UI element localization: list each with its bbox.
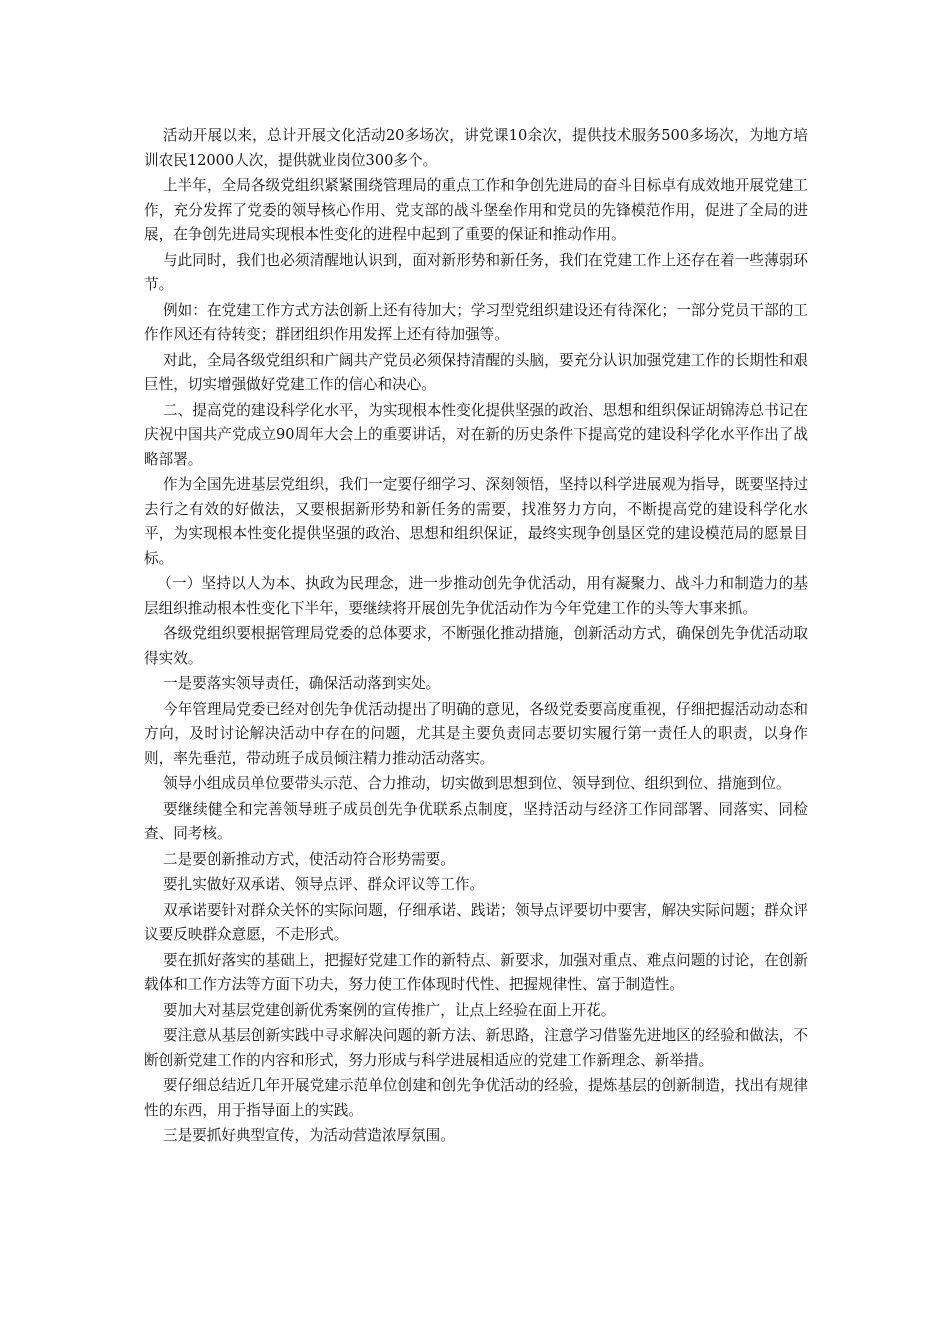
paragraph-4: 例如：在党建工作方式方法创新上还有待加大；学习型党组织建设还有待深化；一部分党员干部的工作作风还有待转变；群团组织作用发挥上还有待加强等。 [144,301,808,343]
paragraph-20: 要仔细总结近几年开展党建示范单位创建和创先争优活动的经验，提炼基层的创新制造，找出有规律性的东西，用于指导面上的实践。 [144,1077,808,1119]
paragraph-11: 今年管理局党委已经对创先争优活动提出了明确的意见，各级党委要高度重视，仔细把握活动动态和方向，及时讨论解决活动中存在的问题，尤其是主要负责同志要切实履行第一责任人的职责，以身作则，率先垂范，带动班子成员倾注精力推动活动落实。 [144,700,808,767]
document-body [144,124,808,1150]
paragraph-5: 对此，全局各级党组织和广阔共产党员必须保持清醒的头脑，要充分认识加强党建工作的长期性和艰巨性，切实增强做好党建工作的信心和决心。 [144,351,808,393]
paragraph-8: （一）坚持以人为本、执政为民理念，进一步推动创先争优活动，用有凝聚力、战斗力和制造力的基层组织推动根本性变化下半年，要继续将开展创先争优活动作为今年党建工作的头等大事来抓。 [144,575,808,617]
paragraph-1: 活动开展以来，总计开展文化活动20多场次，讲党课10余次，提供技术服务500多场次，为地方培训农民12000人次，提供就业岗位300多个。 [144,127,808,169]
paragraph-2: 上半年，全局各级党组织紧紧围绕管理局的重点工作和争创先进局的奋斗目标卓有成效地开展党建工作，充分发挥了党委的领导核心作用、党支部的战斗堡垒作用和党员的先锋模范作用，促进了全局的进展，在争创先进局实现根本性变化的进程中起到了重要的保证和推动作用。 [144,177,808,243]
paragraph-21: 三是要抓好典型宣传，为活动营造浓厚氛围。 [162,1127,455,1144]
paragraph-7: 作为全国先进基层党组织，我们一定要仔细学习、深刻领悟，坚持以科学进展观为指导，既要坚持过去行之有效的好做法，又要根据新形势和新任务的需要，找准努力方向，不断提高党的建设科学化水平，为实现根本性变化提供坚强的政治、思想和组织保证，最终实现争创垦区党的建设模范局的愿景目标。 [144,476,808,567]
paragraph-10: 一是要落实领导责任，确保活动落到实处。 [162,675,441,692]
paragraph-12: 领导小组成员单位要带头示范、合力推动，切实做到思想到位、领导到位、组织到位、措施到位。 [162,775,791,792]
paragraph-14: 二是要创新推动方式，使活动符合形势需要。 [162,850,455,868]
paragraph-16: 双承诺要针对群众关怀的实际问题，仔细承诺、践诺；领导点评要切中要害，解决实际问题；群众评议要反映群众意愿，不走形式。 [144,901,808,943]
paragraph-9: 各级党组织要根据管理局党委的总体要求，不断强化推动措施，创新活动方式，确保创先争优活动取得实效。 [144,625,808,667]
paragraph-3: 与此同时，我们也必须清醒地认识到，面对新形势和新任务，我们在党建工作上还存在着一些薄弱环节。 [144,251,808,293]
paragraph-17: 要在抓好落实的基础上，把握好党建工作的新特点、新要求，加强对重点、难点问题的讨论，在创新载体和工作方法等方面下功夫，努力使工作体现时代性、把握规律性、富于制造性。 [144,951,808,993]
paragraph-19: 要注意从基层创新实践中寻求解决问题的新方法、新思路，注意学习借鉴先进地区的经验和做法，不断创新党建工作的内容和形式，努力形成与科学进展相适应的党建工作新理念、新举措。 [144,1027,808,1069]
paragraph-18: 要加大对基层党建创新优秀案例的宣传推广，让点上经验在面上开花。 [162,1001,616,1019]
paragraph-13: 要继续健全和完善领导班子成员创先争优联系点制度，坚持活动与经济工作同部署、同落实、同检查、同考核。 [144,800,808,842]
paragraph-6: 二、提高党的建设科学化水平，为实现根本性变化提供坚强的政治、思想和组织保证胡锦涛总书记在庆祝中国共产党成立90周年大会上的重要讲话，对在新的历史条件下提高党的建设科学化水平作出了战略部署。 [144,401,808,468]
paragraph-15: 要扎实做好双承诺、领导点评、群众评议等工作。 [162,876,485,893]
